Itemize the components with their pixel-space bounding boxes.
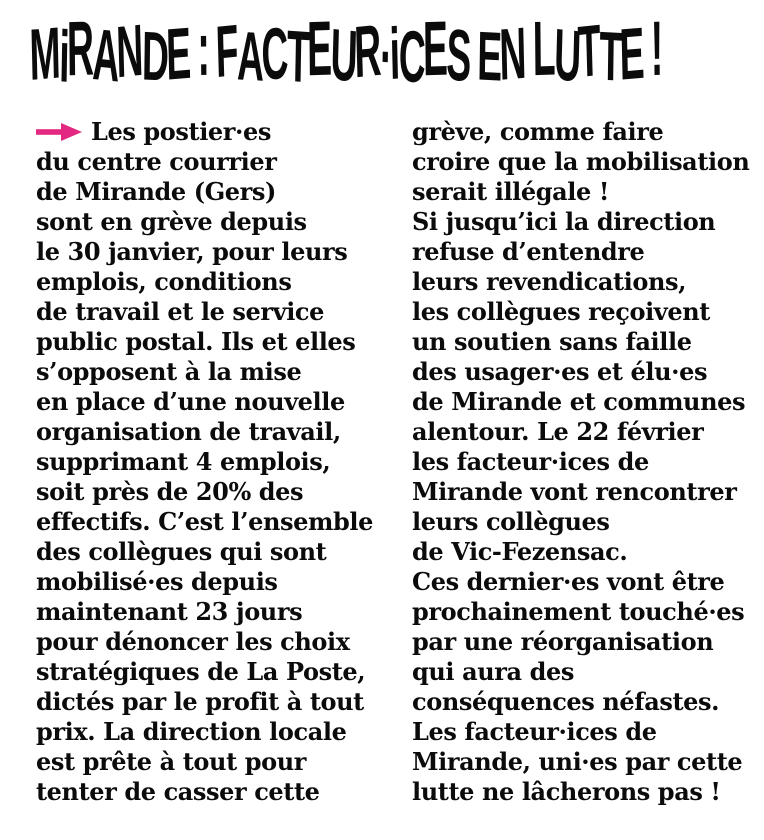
- text-line: Ces dernier·es vont être: [412, 567, 725, 596]
- text-line: est prête à tout pour: [36, 747, 307, 776]
- text-line: pour dénoncer les choix: [36, 627, 350, 656]
- text-line: croire que la mobilisation: [412, 147, 750, 176]
- left-column: [36, 117, 373, 807]
- text-line: alentour. Le 22 février: [412, 417, 704, 446]
- text-line: prochainement touché·es: [412, 597, 745, 626]
- text-line: refuse d’entendre: [412, 237, 645, 266]
- text-line: de Mirande (Gers): [36, 177, 276, 206]
- text-line: soit près de 20% des: [36, 477, 304, 506]
- text-line: organisation de travail,: [36, 417, 341, 446]
- text-line: [36, 117, 373, 147]
- text-line: qui aura des: [412, 657, 575, 686]
- right-arrow-icon: [36, 123, 82, 141]
- text-line: leurs revendications,: [412, 267, 687, 296]
- text-line: sont en grève depuis: [36, 207, 307, 236]
- text-line: de Vic-Fezensac.: [412, 537, 628, 566]
- text-line: conséquences néfastes.: [412, 687, 720, 716]
- text-line: des usager·es et élu·es: [412, 357, 708, 386]
- right-column: [412, 117, 749, 807]
- text-line: en place d’une nouvelle: [36, 387, 345, 416]
- text-line: grève, comme faire: [412, 117, 664, 146]
- text-line: dictés par le profit à tout: [36, 687, 364, 716]
- text-line: Mirande vont rencontrer: [412, 477, 737, 506]
- text-line: lutte ne lâcherons pas !: [412, 777, 721, 806]
- text-line: emplois, conditions: [36, 267, 292, 296]
- text-line: serait illégale !: [412, 177, 609, 206]
- text-line: supprimant 4 emplois,: [36, 447, 331, 476]
- page-title: MiRANDE : FACTEUR·iCES EN LUTTE !: [28, 5, 662, 99]
- text-line: de travail et le service: [36, 297, 324, 326]
- text-line: des collègues qui sont: [36, 537, 327, 566]
- text-line: le 30 janvier, pour leurs: [36, 237, 348, 266]
- text-line: s’opposent à la mise: [36, 357, 302, 386]
- text-line: par une réorganisation: [412, 627, 714, 656]
- line-text: Les postier·es: [91, 117, 271, 146]
- text-line: Mirande, uni·es par cette: [412, 747, 743, 776]
- text-line: un soutien sans faille: [412, 327, 692, 356]
- text-line: effectifs. C’est l’ensemble: [36, 507, 373, 536]
- text-line: du centre courrier: [36, 147, 277, 176]
- text-line: Si jusqu’ici la direction: [412, 207, 716, 236]
- text-line: maintenant 23 jours: [36, 597, 303, 626]
- text-line: les facteur·ices de: [412, 447, 649, 476]
- text-line: les collègues reçoivent: [412, 297, 710, 326]
- text-line: Les facteur·ices de: [412, 717, 657, 746]
- text-line: leurs collègues: [412, 507, 610, 536]
- text-line: de Mirande et communes: [412, 387, 746, 416]
- text-line: prix. La direction locale: [36, 717, 347, 746]
- text-line: mobilisé·es depuis: [36, 567, 278, 596]
- text-line: public postal. Ils et elles: [36, 327, 356, 356]
- text-line: tenter de casser cette: [36, 777, 320, 806]
- text-line: stratégiques de La Poste,: [36, 657, 366, 686]
